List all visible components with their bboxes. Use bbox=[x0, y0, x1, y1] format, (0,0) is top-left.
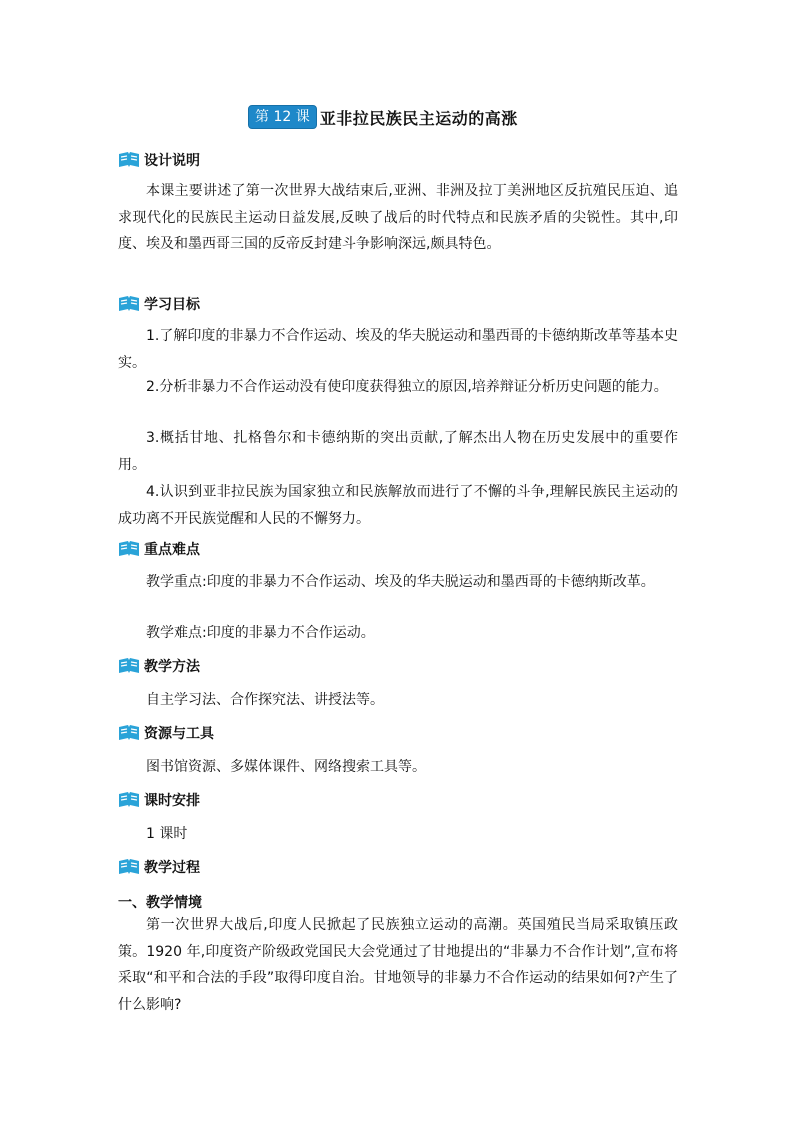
section-heading-process bbox=[118, 857, 200, 877]
open-book-icon bbox=[118, 540, 140, 558]
section-heading-objectives bbox=[118, 294, 200, 314]
open-book-icon bbox=[118, 724, 140, 742]
lesson-number-badge: 第 12 课 bbox=[248, 105, 317, 129]
open-book-icon bbox=[118, 295, 140, 313]
paragraph: 4.认识到亚非拉民族为国家独立和民族解放而进行了不懈的斗争,理解民族民主运动的成功离不开民族觉醒和人民的不懈努力。 bbox=[118, 484, 678, 527]
paragraph: 2.分析非暴力不合作运动没有使印度获得独立的原因,培养辩证分析历史问题的能力。 bbox=[146, 379, 668, 395]
section-heading-text: 重点难点 bbox=[144, 542, 200, 558]
subheading: 一、教学情境 bbox=[118, 895, 202, 911]
paragraph: 教学重点:印度的非暴力不合作运动、埃及的华夫脱运动和墨西哥的卡德纳斯改革。 bbox=[146, 574, 655, 590]
paragraph: 1 课时 bbox=[146, 826, 188, 842]
open-book-icon bbox=[118, 151, 140, 169]
open-book-icon bbox=[118, 657, 140, 675]
section-heading-design bbox=[118, 150, 200, 170]
lesson-title bbox=[248, 106, 518, 128]
section-heading-text: 设计说明 bbox=[144, 153, 200, 169]
section-heading-key-points bbox=[118, 539, 200, 559]
paragraph: 3.概括甘地、扎格鲁尔和卡德纳斯的突出贡献,了解杰出人物在历史发展中的重要作用。 bbox=[118, 430, 678, 473]
section-heading-text: 学习目标 bbox=[144, 297, 200, 313]
paragraph: 教学难点:印度的非暴力不合作运动。 bbox=[146, 625, 375, 641]
paragraph: 本课主要讲述了第一次世界大战结束后,亚洲、非洲及拉丁美洲地区反抗殖民压迫、追求现代化的民族民主运动日益发展,反映了战后的时代特点和民族矛盾的尖锐性。其中,印度、埃及和墨西哥三国的反帝反封建斗争影响深远,颇具特色。 bbox=[118, 183, 678, 252]
open-book-icon bbox=[118, 858, 140, 876]
section-heading-methods bbox=[118, 656, 200, 676]
open-book-icon bbox=[118, 791, 140, 809]
paragraph: 第一次世界大战后,印度人民掀起了民族独立运动的高潮。英国殖民当局采取镇压政策。1920 年,印度资产阶级政党国民大会党通过了甘地提出的“非暴力不合作计划”,宣布将采取“和平和合法的手段”取得印度自治。甘地领导的非暴力不合作运动的结果如何?产生了什么影响? bbox=[118, 917, 678, 1013]
section-heading-text: 课时安排 bbox=[144, 793, 200, 809]
section-heading-text: 教学过程 bbox=[144, 860, 200, 876]
section-heading-text: 资源与工具 bbox=[144, 726, 214, 742]
paragraph: 1.了解印度的非暴力不合作运动、埃及的华夫脱运动和墨西哥的卡德纳斯改革等基本史实。 bbox=[118, 328, 678, 371]
page-title: 亚非拉民族民主运动的高涨 bbox=[319, 108, 518, 128]
paragraph: 图书馆资源、多媒体课件、网络搜索工具等。 bbox=[146, 759, 426, 775]
paragraph: 自主学习法、合作探究法、讲授法等。 bbox=[146, 692, 384, 708]
section-heading-text: 教学方法 bbox=[144, 659, 200, 675]
section-heading-schedule bbox=[118, 790, 200, 810]
section-heading-resources bbox=[118, 723, 214, 743]
